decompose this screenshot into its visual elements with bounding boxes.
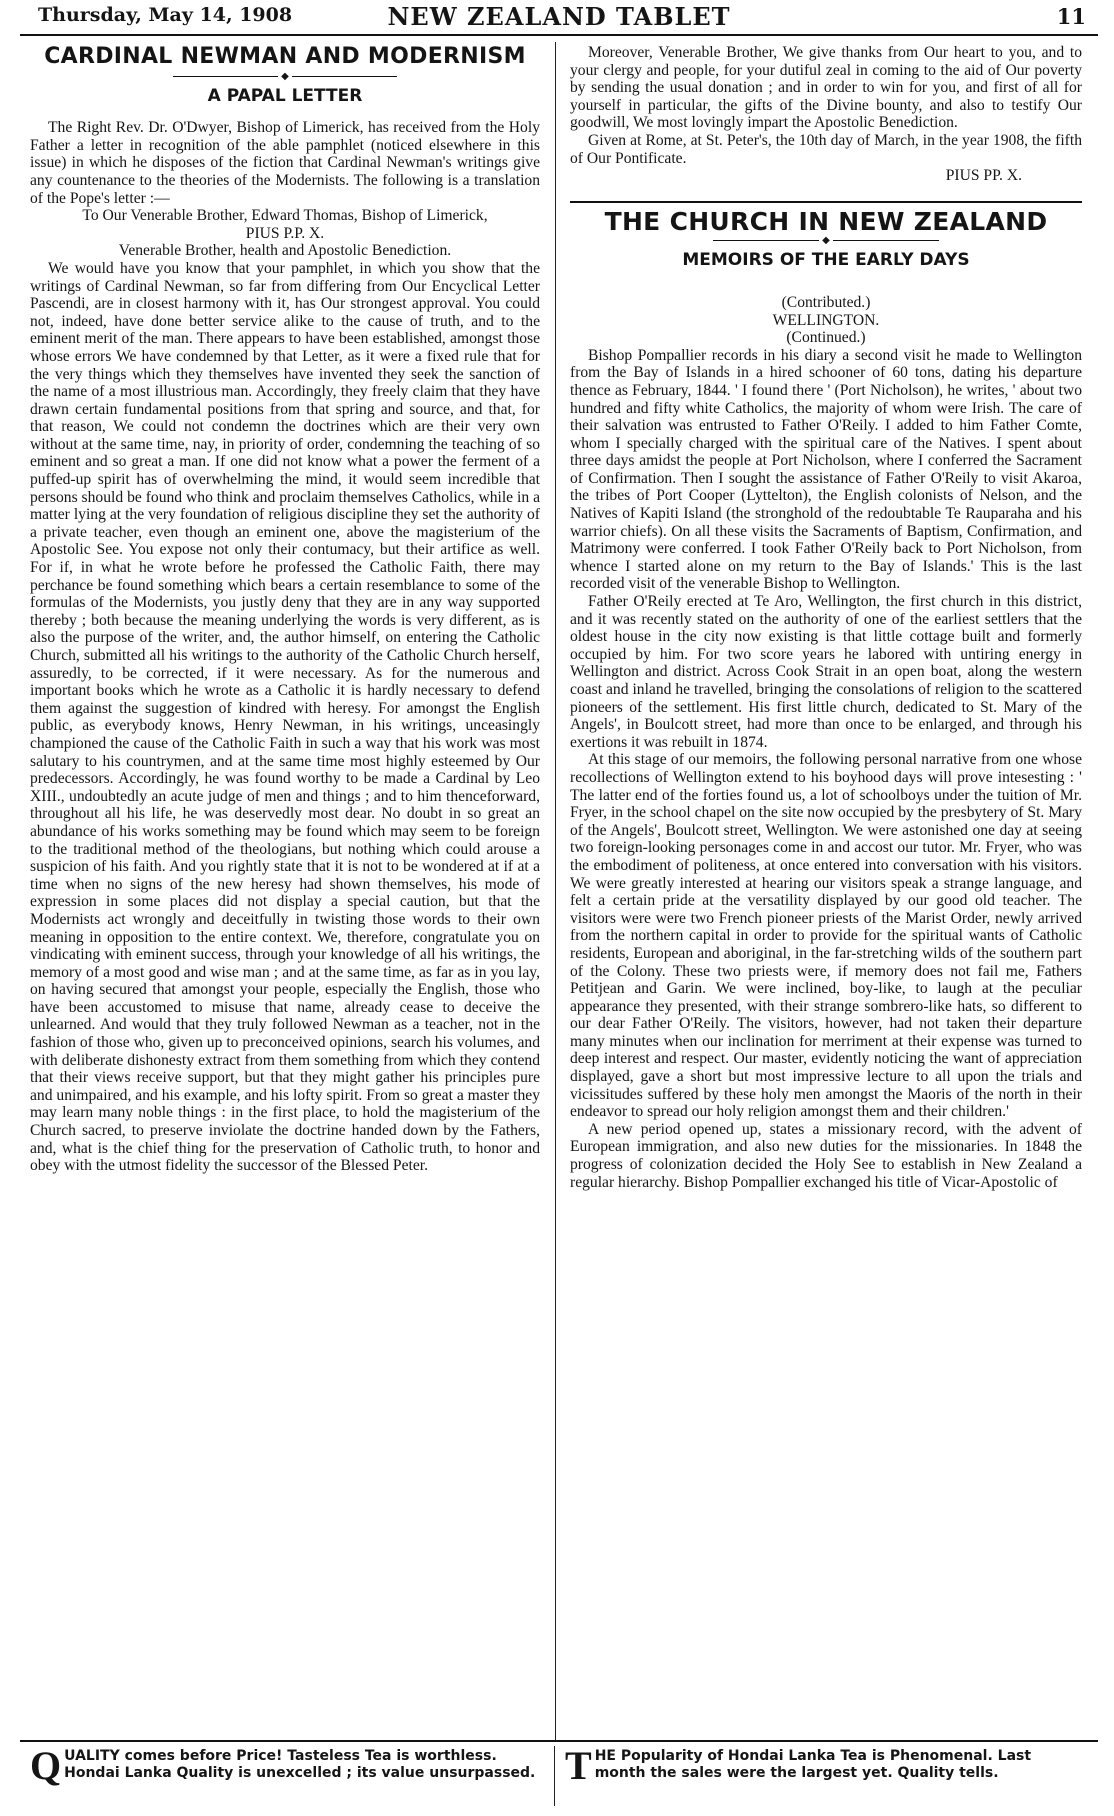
memoir-paragraph-2: Father O'Reily erected at Te Aro, Wellington, the first church in this district, and it was recently stated on the authority of one of the earliest settlers that the oldest house in the city now existing is that little cottage built and formerly occupied by him. For two score years he labored with untiring energy in Wellington and district. Across Cook Strait in an open boat, along the western coast and inland he travelled, bringing the consolations of religion to the scattered pioneers of the settlement. His first little church, dedicated to St. Mary of the Angels', in Boulcott street, had more than once to be enlarged, and through his exertions it was rebuilt in 1874. [570, 593, 1082, 751]
article-intro: The Right Rev. Dr. O'Dwyer, Bishop of Limerick, has received from the Holy Father a letter in recognition of the able pamphlet (noticed elsewhere in this issue) in which he disposes of the fiction that Cardinal Newman's writings give any countenance to the theories of the Modernists. The following is a translation of the Pope's letter :— [30, 119, 540, 207]
article-subtitle-memoirs: MEMOIRS OF THE EARLY DAYS [682, 250, 970, 271]
advert-left-initial: Q [30, 1743, 62, 1788]
advert-left [30, 1743, 550, 1808]
newspaper-title: NEW ZEALAND TABLET [387, 2, 731, 31]
letter-greeting: Venerable Brother, health and Apostolic Benediction. [118, 242, 452, 260]
title-ornament-2: ◆ [570, 234, 1082, 246]
right-column [570, 44, 1082, 1734]
advert-right-initial: T [565, 1743, 592, 1788]
letter-signed-top: PIUS P.P. X. [245, 224, 325, 242]
advert-left-line2: Hondai Lanka Quality is unexcelled ; its value unsurpassed. [64, 1765, 536, 1781]
article-title-newman: CARDINAL NEWMAN AND MODERNISM [44, 44, 526, 69]
continued-label: (Continued.) [786, 329, 866, 347]
advert-right-line1: HE Popularity of Hondai Lanka Tea is Phenomenal. Last [594, 1748, 1032, 1764]
column-divider [555, 42, 556, 1740]
advert-left-line1: UALITY comes before Price! Tasteless Tea is worthless. [64, 1748, 497, 1764]
issue-date: Thursday, May 14, 1908 [38, 4, 293, 26]
memoir-paragraph-4: A new period opened up, states a missionary record, with the advent of European immigration, and also new duties for the missionaries. In 1848 the progress of colonization decided the Holy See to establish in New Zealand a regular hierarchy. Bishop Pompallier exchanged his title of Vicar-Apostolic of [570, 1120, 1082, 1191]
page-number: 11 [1056, 4, 1086, 29]
place-label: WELLINGTON. [772, 311, 880, 329]
advert-right-line2: month the sales were the largest yet. Quality tells. [594, 1765, 999, 1781]
letter-given: Given at Rome, at St. Peter's, the 10th day of March, in the year 1908, the fifth of Our Pontificate. [570, 131, 1082, 167]
contributed-label: (Contributed.) [781, 293, 871, 311]
article-title-church-nz: THE CHURCH IN NEW ZEALAND [604, 206, 1048, 236]
footer-rule [20, 1740, 1098, 1742]
masthead [20, 0, 1098, 36]
section-divider [570, 201, 1082, 203]
letter-signature: PIUS PP. X. [945, 167, 1022, 185]
letter-continuation: Moreover, Venerable Brother, We give thanks from Our heart to you, and to your clergy and people, for your dutiful zeal in coming to the aid of Our poverty by sending the usual donation ; and in order to win for you, and first of all for yourself in particular, the gifts of the Divine bounty, and also to testify Our goodwill, We most lovingly impart the Apostolic Benediction. [570, 44, 1082, 132]
article-subtitle-papal-letter: A PAPAL LETTER [207, 85, 363, 106]
footer-divider [554, 1746, 555, 1806]
letter-address: To Our Venerable Brother, Edward Thomas, Bishop of Limerick, [82, 207, 488, 225]
left-column [30, 44, 540, 1734]
title-ornament: ◆ [30, 70, 540, 82]
advert-right [565, 1743, 1085, 1808]
memoir-paragraph-3: At this stage of our memoirs, the following personal narrative from one whose recollections of Wellington extend to his boyhood days will prove intesesting : ' The latter end of the forties found us, a lot of schoolboys under the tuition of Mr. Fryer, in the school chapel on the site now occupied by the presbytery of St. Mary of the Angels', Boulcott street, Wellington. We were astonished one day at seeing two foreign-looking personages come in and accost our tutor. Mr. Fryer, who was the embodiment of politeness, at once entered into conversation with his visitors. We were greatly interested at hearing our visitors speak a strange language, and felt a certain pride at the versatility displayed by our good old teacher. The visitors were were two French pioneer priests of the Marist Order, newly arrived from the northern capital in order to provide for the spiritual wants of Catholic residents, European and aboriginal, in the far-stretching wilds of the southern part of the Colony. These two priests were, if memory does not fail me, Fathers Petitjean and Garin. We were inclined, boy-like, to laugh at the peculiar appearance they presented, with their strange sombrero-like hats, so different to our dear Father O'Reily. The visitors, however, had not taken their departure many minutes when our inclination for merriment at their expense was turned to deep interest and respect. Our master, evidently noticing the want of appreciation displayed, gave a short but most impressive lecture to all upon the trials and vicissitudes suffered by these holy men amongst the Maoris of the north in their endeavor to spread our holy religion amongst them and their children.' [570, 751, 1082, 1121]
memoir-paragraph-1: Bishop Pompallier records in his diary a second visit he made to Wellington from the Bay of Islands in a hired schooner of 60 tons, dating his departure thence as February, 1844. ' I found there ' (Port Nicholson), he writes, ' about two hundred and fifty white Catholics, the majority of whom were Irish. The care of their salvation was entrusted to Father O'Reily. I added to him Father Comte, whom I specially charged with the spiritual care of the Natives. I spent about three days amidst the people at Port Nicholson, where I conferred the Sacrament of Confirmation. Then I sought the assistance of Father O'Reily to visit Akaroa, the tribes of Port Cooper (Lyttelton), the English colonists of Nelson, and the Natives of Kapiti Island (the stronghold of the redoubtable Te Rauparaha and his warrior chiefs). On all these visits the Sacraments of Baptism, Confirmation, and Matrimony were conferred. I took Father O'Reily back to Port Nicholson, from whence I started alone on my return to the Bay of Islands.' This is the last recorded visit of the venerable Bishop to Wellington. [570, 346, 1082, 593]
letter-body: We would have you know that your pamphlet, in which you show that the writings of Cardinal Newman, so far from differing from Our Encyclical Letter Pascendi, are in closest harmony with it, has Our strongest approval. You could not, indeed, have done better service alike to the cause of truth, and to the eminent merit of the man. There appears to have been established, amongst those whose errors We have condemned by that Letter, as it were a fixed rule that for the very things which they themselves have invented they seek the sanction of the name of a most illustrious man. Accordingly, they freely claim that they have drawn certain fundamental positions from that spring and source, and that, for that reason, We could not condemn the doctrines which are their very own without at the same time, nay, in priority of order, condemning the teaching of so eminent and so great a man. If one did not know what a power the ferment of a puffed-up spirit has of overwhelming the mind, it would seem incredible that persons should be found who think and proclaim themselves Catholics, while in a matter lying at the very foundation of religious discipline they set the authority of a private teacher, even though an eminent one, above the magisterium of the Apostolic See. You expose not only their contumacy, but their artifice as well. For if, in what he wrote before he professed the Catholic Faith, there may perchance be found something which bears a certain resemblance to some of the formulas of the Modernists, you justly deny that they are in any way supported thereby ; both because the meaning underlying the words is very different, as is also the purpose of the writer, and, the author himself, on entering the Catholic Church, submitted all his writings to the authority of the Catholic Church herself, assuredly, to be corrected, if it were necessary. As for the numerous and important books which he wrote as a Catholic it is hardly necessary to defend them against the suggestion of kindred with heresy. For amongst the English public, as everybody knows, Henry Newman, in his writings, unceasingly championed the cause of the Catholic Faith in such a way that his work was most salutary to his countrymen, and at the same time most highly esteemed by Our predecessors. Accordingly, he was found worthy to be made a Cardinal by Leo XIII., undoubtedly an acute judge of men and things ; and to him thenceforward, throughout all his life, he was deservedly most dear. No doubt in so great an abundance of his works something may be found which may seem to be foreign to the traditional method of the theologians, but nothing which could arouse a suspicion of his faith. And you rightly state that it is not to be wondered at if at a time when no signs of the new heresy had shown themselves, his mode of expression in some places did not display a special caution, but that the Modernists act wrongly and deceitfully in twisting those words to their own meaning in opposition to the entire context. We, therefore, congratulate you on vindicating with eminent success, through your knowledge of all his writings, the memory of a most good and wise man ; and at the same time, as far as in you lay, on having secured that amongst your people, especially the English, those who have been accustomed to misuse that name, already cease to deceive the unlearned. And would that they truly followed Newman as a teacher, not in the fashion of those who, given up to preconceived opinions, search his volumes, and with deliberate dishonesty extract from them something from which they contend that their views receive support, but that they might gather his principles pure and unimpaired, and his example, and his lofty spirit. From so great a master they may learn many noble things : in the first place, to hold the magisterium of the Church sacred, to preserve inviolate the doctrine handed down by the Fathers, and, what is the chief thing for the preservation of Catholic truth, to honor and obey with the utmost fidelity the successor of the Blessed Peter. [30, 259, 540, 1175]
